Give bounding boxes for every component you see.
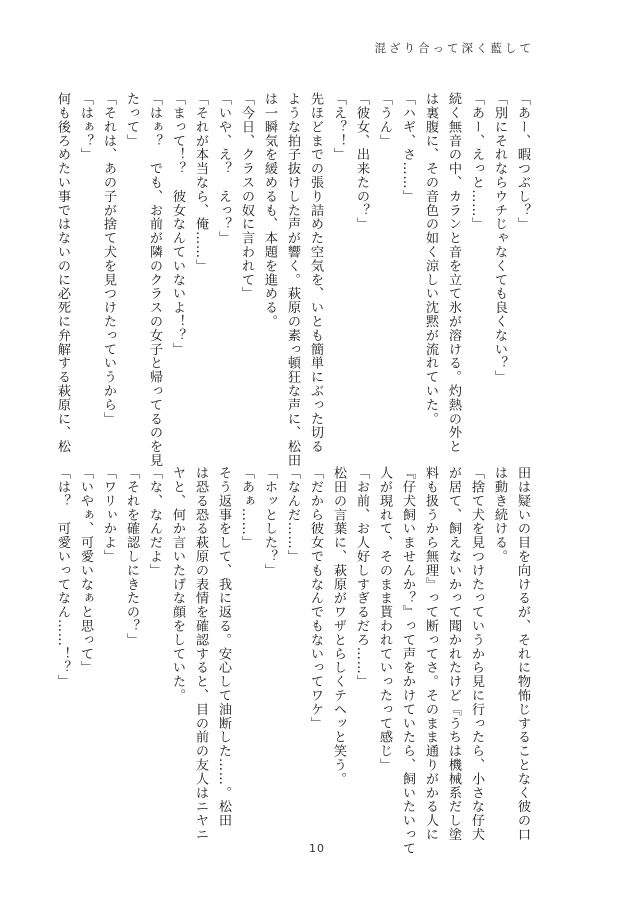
text-line: 「あー、えっと……」 <box>469 92 484 231</box>
text-line: 「いや、え？ えっ？」 <box>216 92 231 245</box>
text-line: 何も後ろめたい事ではないのに必死に弁解する萩原に、松 <box>55 92 70 454</box>
text-line: 料も扱うから無理』って断ってさ。そのまま通りがかる人に <box>423 466 438 842</box>
text-line: 「それが本当なら、俺……」 <box>193 92 208 273</box>
text-line: 「それを確認しにきたの？」 <box>124 466 139 647</box>
page-number: 10 <box>309 842 325 855</box>
text-line: 「ホッとした？」 <box>262 466 277 578</box>
text-line: 「今日、クラスの奴に言われて」 <box>239 92 254 301</box>
text-line: 「え？！」 <box>331 92 346 162</box>
text-line: 先ほどまでの張り詰めた空気を、いとも簡単にぶった切る <box>308 92 323 454</box>
text-line: 「別にそれならウチじゃなくても良くない？」 <box>492 92 507 384</box>
text-line: ヤと、何か言いたげな顔をしていた。 <box>170 466 185 703</box>
text-line: 「あー、暇つぶし？」 <box>515 92 530 231</box>
text-line: 「ハギ、さ……」 <box>400 92 415 204</box>
text-line: ような拍子抜けした声が響く。萩原の素っ頓狂な声に、松田 <box>285 92 300 468</box>
text-block-top <box>55 92 534 468</box>
text-line: 「それは、あの子が捨て犬を見つけたっていうから」 <box>101 92 116 426</box>
text-line: 田は疑いの目を向けるが、それに物怖じすることなく彼の口 <box>515 466 530 842</box>
text-line: 「お前、お人好しすぎるだろ……」 <box>354 466 369 689</box>
text-line: は一瞬気を緩めるも、本題を進める。 <box>262 92 277 329</box>
text-line: 「はぁ？」 <box>78 92 93 162</box>
text-line: たって」 <box>124 92 139 148</box>
text-line: 「あぁ……」 <box>239 466 254 550</box>
text-line: 「は？ 可愛いってなん……！？」 <box>55 466 70 689</box>
text-line: は恐る恐る萩原の表情を確認すると、目の前の友人はニヤニ <box>193 466 208 842</box>
text-line: 「な、なんだよ」 <box>147 466 162 578</box>
text-line: 「うん」 <box>377 92 392 148</box>
text-line: は裏腹に、その音色の如く涼しい沈黙が流れていた。 <box>423 92 438 426</box>
text-line: 「ワリぃかよ」 <box>101 466 116 564</box>
text-line: そう返事をして、我に返る。安心して油断した……。松田 <box>216 466 231 828</box>
text-line: 「彼女、出来たの？」 <box>354 92 369 231</box>
text-line: 「捨て犬を見つけたっていうから見に行ったら、小さな仔犬 <box>469 466 484 842</box>
text-line: 「はぁ？ でも、お前が隣のクラスの女子と帰ってるのを見 <box>147 92 162 468</box>
running-header: 混ざり合って深く藍して <box>374 41 534 55</box>
text-line: が居て、飼えないかって聞かれたけど『うちは機械系だし塗 <box>446 466 461 842</box>
text-line: 人が現れて、そのまま貰われていったって感じ」 <box>377 466 392 772</box>
text-line: 「まって！？ 彼女なんていないよ！？」 <box>170 92 185 357</box>
text-line: 「なんだ……」 <box>285 466 300 564</box>
text-line: 「いやぁ、可愛いなぁと思って」 <box>78 466 93 675</box>
text-line: は動き続ける。 <box>492 466 507 564</box>
text-line: 松田の言葉に、萩原がワザとらしくテヘッと笑う。 <box>331 466 346 786</box>
text-line: 『仔犬飼いませんか？』って声をかけていたら、飼いたいって <box>400 466 415 856</box>
text-line: 「だから彼女でもなんでもないってワケ」 <box>308 466 323 731</box>
text-line: 続く無音の中、カランと音を立て氷が溶ける。灼熱の外と <box>446 92 461 454</box>
